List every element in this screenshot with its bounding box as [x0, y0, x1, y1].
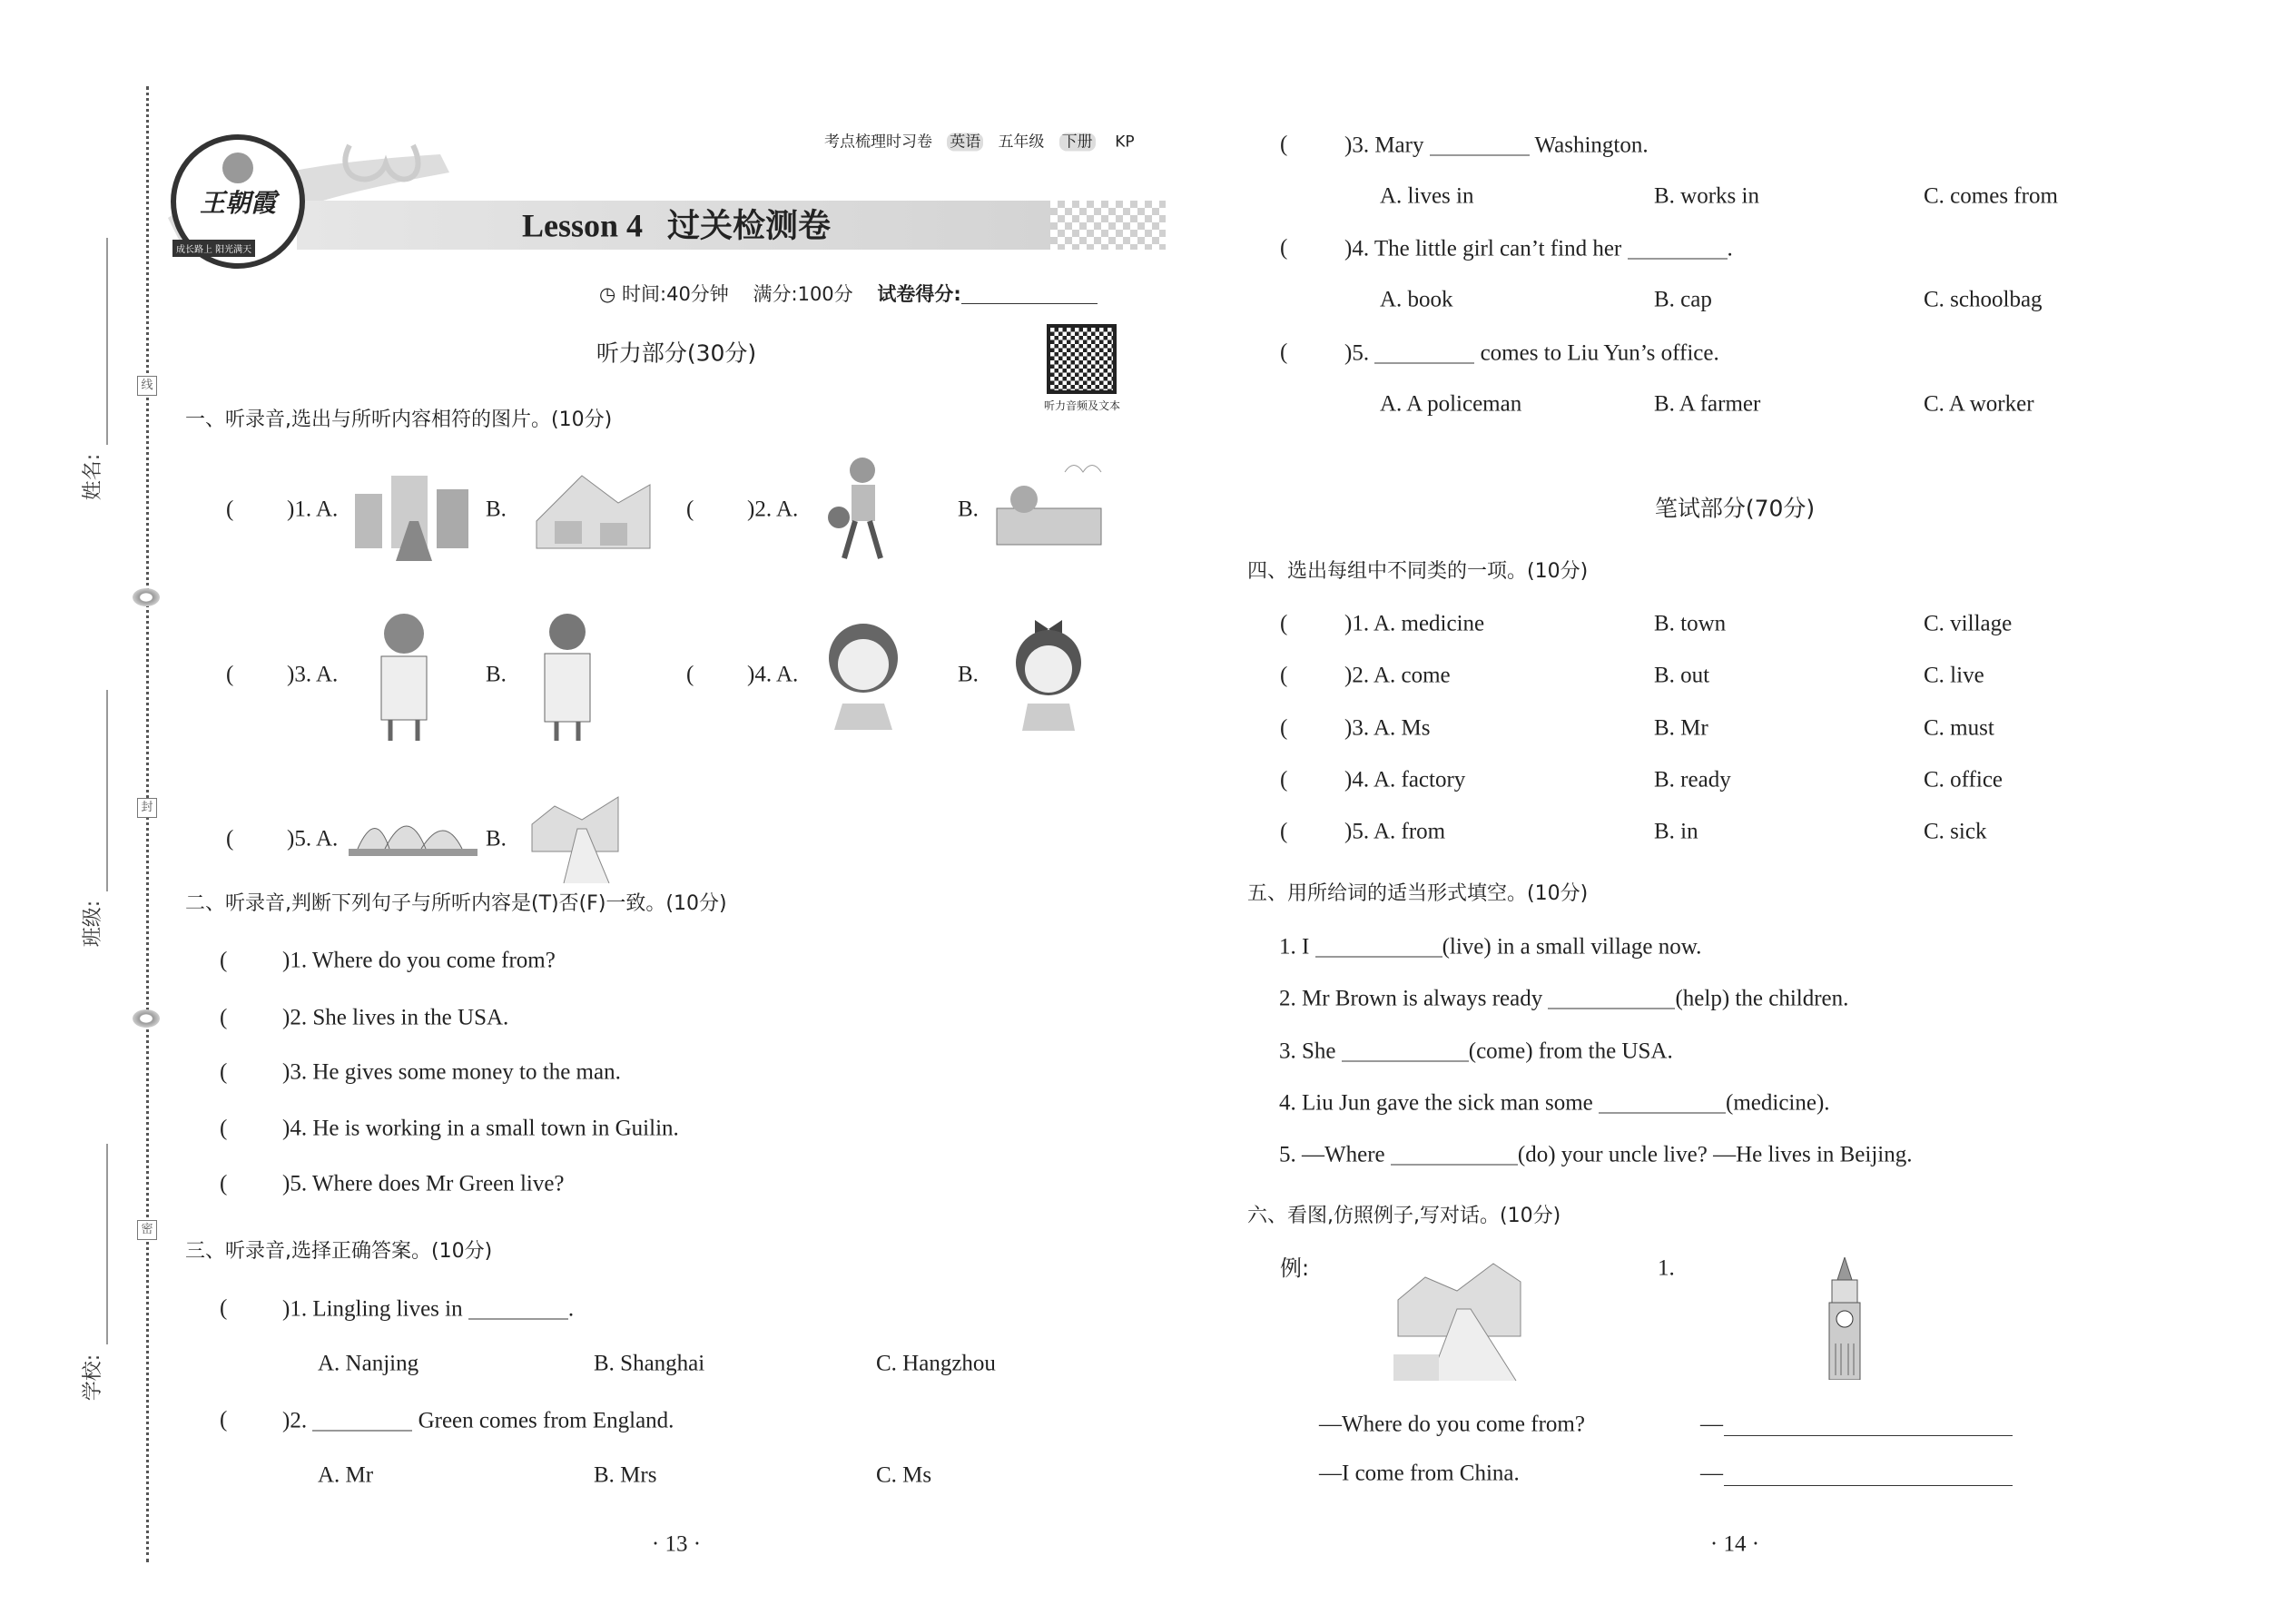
answer-blank[interactable] [1342, 1038, 1469, 1062]
sydney-opera-house-picture [349, 803, 478, 858]
stem-pre: 3. She [1279, 1038, 1342, 1064]
option-a: )1. A. medicine [1344, 611, 1485, 636]
option-a: )3. A. Ms [1344, 715, 1431, 741]
stem-pre: 5. —Where [1279, 1142, 1391, 1167]
item-label: )4. A. [747, 662, 799, 687]
option-a: A. Nanjing [318, 1351, 419, 1376]
stem-pre: )3. Mary [1344, 133, 1430, 158]
option-a: )5. A. from [1344, 819, 1446, 844]
section-4-heading: 四、选出每组中不同类的一项。(10分) [1247, 560, 1589, 583]
page-number-right: · 14 · [1709, 1531, 1760, 1557]
example-question: —Where do you come from? [1319, 1412, 1585, 1437]
answer-paren[interactable]: ( [226, 497, 234, 522]
mc-question [282, 1296, 574, 1321]
female-doctor-picture [363, 606, 445, 741]
item-label: )5. A. [287, 826, 339, 851]
answer-paren[interactable]: ( [226, 826, 234, 851]
section-2-heading: 二、听录音,判断下列句子与所听内容是(T)否(F)一致。(10分) [185, 892, 727, 915]
section-3-heading: 三、听录音,选择正确答案。(10分) [185, 1240, 493, 1263]
blank [312, 1408, 412, 1432]
great-wall-picture [527, 788, 623, 883]
option-a: A. lives in [1380, 183, 1474, 209]
mc-question [1344, 133, 1649, 157]
volume: 下册 [1059, 133, 1096, 152]
fill-item [1279, 986, 1848, 1010]
blank [1430, 133, 1530, 156]
option-b-label: B. [486, 662, 507, 687]
tf-item: )4. He is working in a small town in Guilin. [282, 1116, 679, 1141]
stem-pre: 4. Liu Jun gave the sick man some [1279, 1090, 1600, 1116]
answer-paren[interactable]: ( [220, 1005, 228, 1030]
option-b: B. in [1654, 819, 1698, 844]
stem-post: Green comes from England. [412, 1408, 674, 1433]
answer-blank[interactable] [1599, 1090, 1726, 1114]
dialogue-dash: — [1700, 1412, 1723, 1437]
score-field[interactable] [961, 284, 1098, 304]
edition: KP [1115, 133, 1135, 152]
section-5-heading: 五、用所给词的适当形式填空。(10分) [1247, 882, 1589, 905]
blank [1374, 340, 1474, 364]
stem-pre: )5. [1344, 340, 1375, 366]
qr-code[interactable] [1047, 324, 1117, 394]
answer-paren[interactable]: ( [686, 662, 694, 687]
section-1-heading: 一、听录音,选出与所听内容相符的图片。(10分) [185, 408, 613, 431]
fill-item [1279, 1142, 1913, 1166]
school-label: 学校: [82, 1353, 105, 1402]
stem-post: (help) the children. [1675, 986, 1849, 1011]
mc-question [1344, 236, 1733, 261]
qr-caption: 听力音频及文本 [1043, 399, 1121, 412]
option-b: B. works in [1654, 183, 1759, 209]
boy-in-bed-picture [992, 454, 1107, 554]
option-c: C. live [1924, 663, 1984, 688]
title-cn: 过关检测卷 [667, 207, 832, 245]
full-score: 满分:100分 [753, 283, 853, 305]
seal-mark-seal: 封 [137, 798, 157, 818]
binding-dotted-line [146, 86, 149, 1562]
answer-paren[interactable]: ( [1280, 611, 1288, 636]
page-number-left: · 13 · [651, 1531, 702, 1557]
stem-post: . [567, 1296, 575, 1322]
stem-pre: 2. Mr Brown is always ready [1279, 986, 1549, 1011]
answer-paren[interactable]: ( [1280, 715, 1288, 741]
stem-post: (do) your uncle live? —He lives in Beijing. [1517, 1142, 1913, 1167]
option-b-label: B. [486, 826, 507, 851]
option-a: )4. A. factory [1344, 767, 1466, 792]
answer-paren[interactable]: ( [226, 662, 234, 687]
answer-paren[interactable]: ( [220, 1407, 228, 1432]
answer-blank[interactable] [1391, 1142, 1518, 1166]
grade: 五年级 [998, 133, 1045, 152]
stem-pre: 1. I [1279, 934, 1315, 960]
option-c: C. village [1924, 611, 2013, 636]
option-c: C. schoolbag [1924, 287, 2043, 312]
stem-post: . [1727, 236, 1733, 261]
girl-with-bow-picture [1008, 613, 1089, 731]
tf-item: )3. He gives some money to the man. [282, 1059, 621, 1085]
option-b-label: B. [958, 662, 979, 687]
answer-paren[interactable]: ( [220, 948, 228, 973]
brand-slogan: 成长路上 阳光满天 [172, 240, 255, 257]
tf-item: )2. She lives in the USA. [282, 1005, 509, 1030]
tf-item: )5. Where does Mr Green live? [282, 1171, 565, 1196]
blank [1628, 236, 1728, 260]
stem-post: (live) in a small village now. [1442, 934, 1702, 960]
swirl-icon [133, 1009, 160, 1028]
writing-title: 笔试部分(70分) [1654, 495, 1816, 522]
stem-post: Washington. [1529, 133, 1649, 158]
girl-short-hair-picture [820, 617, 907, 730]
option-c: C. comes from [1924, 183, 2058, 209]
stem-post: comes to Liu Yun’s office. [1474, 340, 1719, 366]
option-a: A. book [1380, 287, 1453, 312]
option-b: B. Mr [1654, 715, 1708, 741]
option-b-label: B. [486, 497, 507, 522]
answer-paren[interactable]: ( [686, 497, 694, 522]
subject: 英语 [947, 133, 983, 152]
answer-paren[interactable]: ( [1280, 663, 1288, 688]
dialogue-dash: — [1700, 1461, 1723, 1486]
option-b: B. out [1654, 663, 1710, 688]
option-b: B. cap [1654, 287, 1712, 312]
stem-pre: )1. Lingling lives in [282, 1296, 468, 1322]
big-ben-picture [1825, 1257, 1865, 1380]
item-label: )1. A. [287, 497, 339, 522]
answer-paren[interactable]: ( [220, 1116, 228, 1141]
item-label: 1. [1658, 1255, 1675, 1281]
name-line [106, 238, 108, 445]
score-label: 试卷得分: [877, 283, 961, 305]
brand-logo-figure [222, 153, 253, 183]
town-picture [346, 458, 475, 561]
male-doctor-picture [531, 606, 604, 741]
title-lesson: Lesson 4 [521, 207, 644, 244]
question-answer-line[interactable] [1724, 1435, 2013, 1436]
header-meta [824, 135, 1135, 151]
option-b: B. town [1654, 611, 1727, 636]
option-b-label: B. [958, 497, 979, 522]
answer-paren[interactable]: ( [220, 1171, 228, 1196]
answer-paren[interactable]: ( [1280, 340, 1288, 365]
time-limit: 时间:40分钟 [622, 283, 729, 305]
answer-line[interactable] [1724, 1485, 2013, 1486]
village-picture [527, 458, 655, 561]
mc-question [1344, 340, 1719, 365]
fill-item [1279, 1090, 1830, 1115]
answer-paren[interactable]: ( [1280, 767, 1288, 792]
example-answer: —I come from China. [1319, 1461, 1520, 1486]
name-label: 姓名: [82, 453, 105, 501]
answer-blank[interactable] [1548, 986, 1675, 1009]
class-label: 班级: [82, 900, 105, 948]
listening-title: 听力部分(30分) [596, 340, 757, 367]
fill-item [1279, 934, 1701, 959]
tf-item: )1. Where do you come from? [282, 948, 556, 973]
seal-mark-line: 线 [137, 376, 157, 396]
mc-question [282, 1408, 674, 1432]
boy-basketball-picture [817, 454, 906, 561]
swirl-icon [133, 588, 160, 606]
option-c: C. office [1924, 767, 2004, 792]
answer-paren[interactable]: ( [220, 1059, 228, 1085]
fill-item [1279, 1038, 1673, 1063]
series-name: 考点梳理时习卷 [824, 133, 932, 152]
answer-blank[interactable] [1315, 934, 1442, 958]
answer-paren[interactable]: ( [1280, 235, 1288, 261]
option-b: B. Mrs [594, 1462, 657, 1488]
exam-info [599, 284, 1098, 304]
option-b: B. Shanghai [594, 1351, 705, 1376]
answer-paren[interactable]: ( [1280, 819, 1288, 844]
option-c: C. A worker [1924, 391, 2034, 417]
answer-paren[interactable]: ( [1280, 132, 1288, 157]
answer-paren[interactable]: ( [220, 1295, 228, 1321]
item-label: )2. A. [747, 497, 799, 522]
banner-checker [1050, 201, 1166, 250]
option-c: C. Hangzhou [876, 1351, 996, 1376]
clock-icon: ◷ [599, 283, 616, 305]
option-a: A. Mr [318, 1462, 374, 1488]
seal-mark-secret: 密 [137, 1220, 157, 1240]
option-a: )2. A. come [1344, 663, 1451, 688]
example-label: 例: [1280, 1255, 1310, 1281]
great-wall-example-picture [1393, 1255, 1522, 1381]
stem-pre: )4. The little girl can’t find her [1344, 236, 1628, 261]
class-line [106, 690, 108, 891]
stem-pre: )2. [282, 1408, 313, 1433]
school-line [106, 1144, 108, 1344]
stem-post: (medicine). [1726, 1090, 1830, 1116]
option-a: A. A policeman [1380, 391, 1522, 417]
stem-post: (come) from the USA. [1468, 1038, 1673, 1064]
brand-logo [171, 134, 305, 269]
option-c: C. Ms [876, 1462, 932, 1488]
page-title [521, 207, 832, 245]
item-label: )3. A. [287, 662, 339, 687]
section-6-heading: 六、看图,仿照例子,写对话。(10分) [1247, 1205, 1561, 1227]
option-c: C. sick [1924, 819, 1987, 844]
blank [468, 1296, 568, 1320]
option-b: B. A farmer [1654, 391, 1761, 417]
option-c: C. must [1924, 715, 1994, 741]
option-b: B. ready [1654, 767, 1731, 792]
brand-logo-text: 王朝霞 [199, 188, 276, 218]
